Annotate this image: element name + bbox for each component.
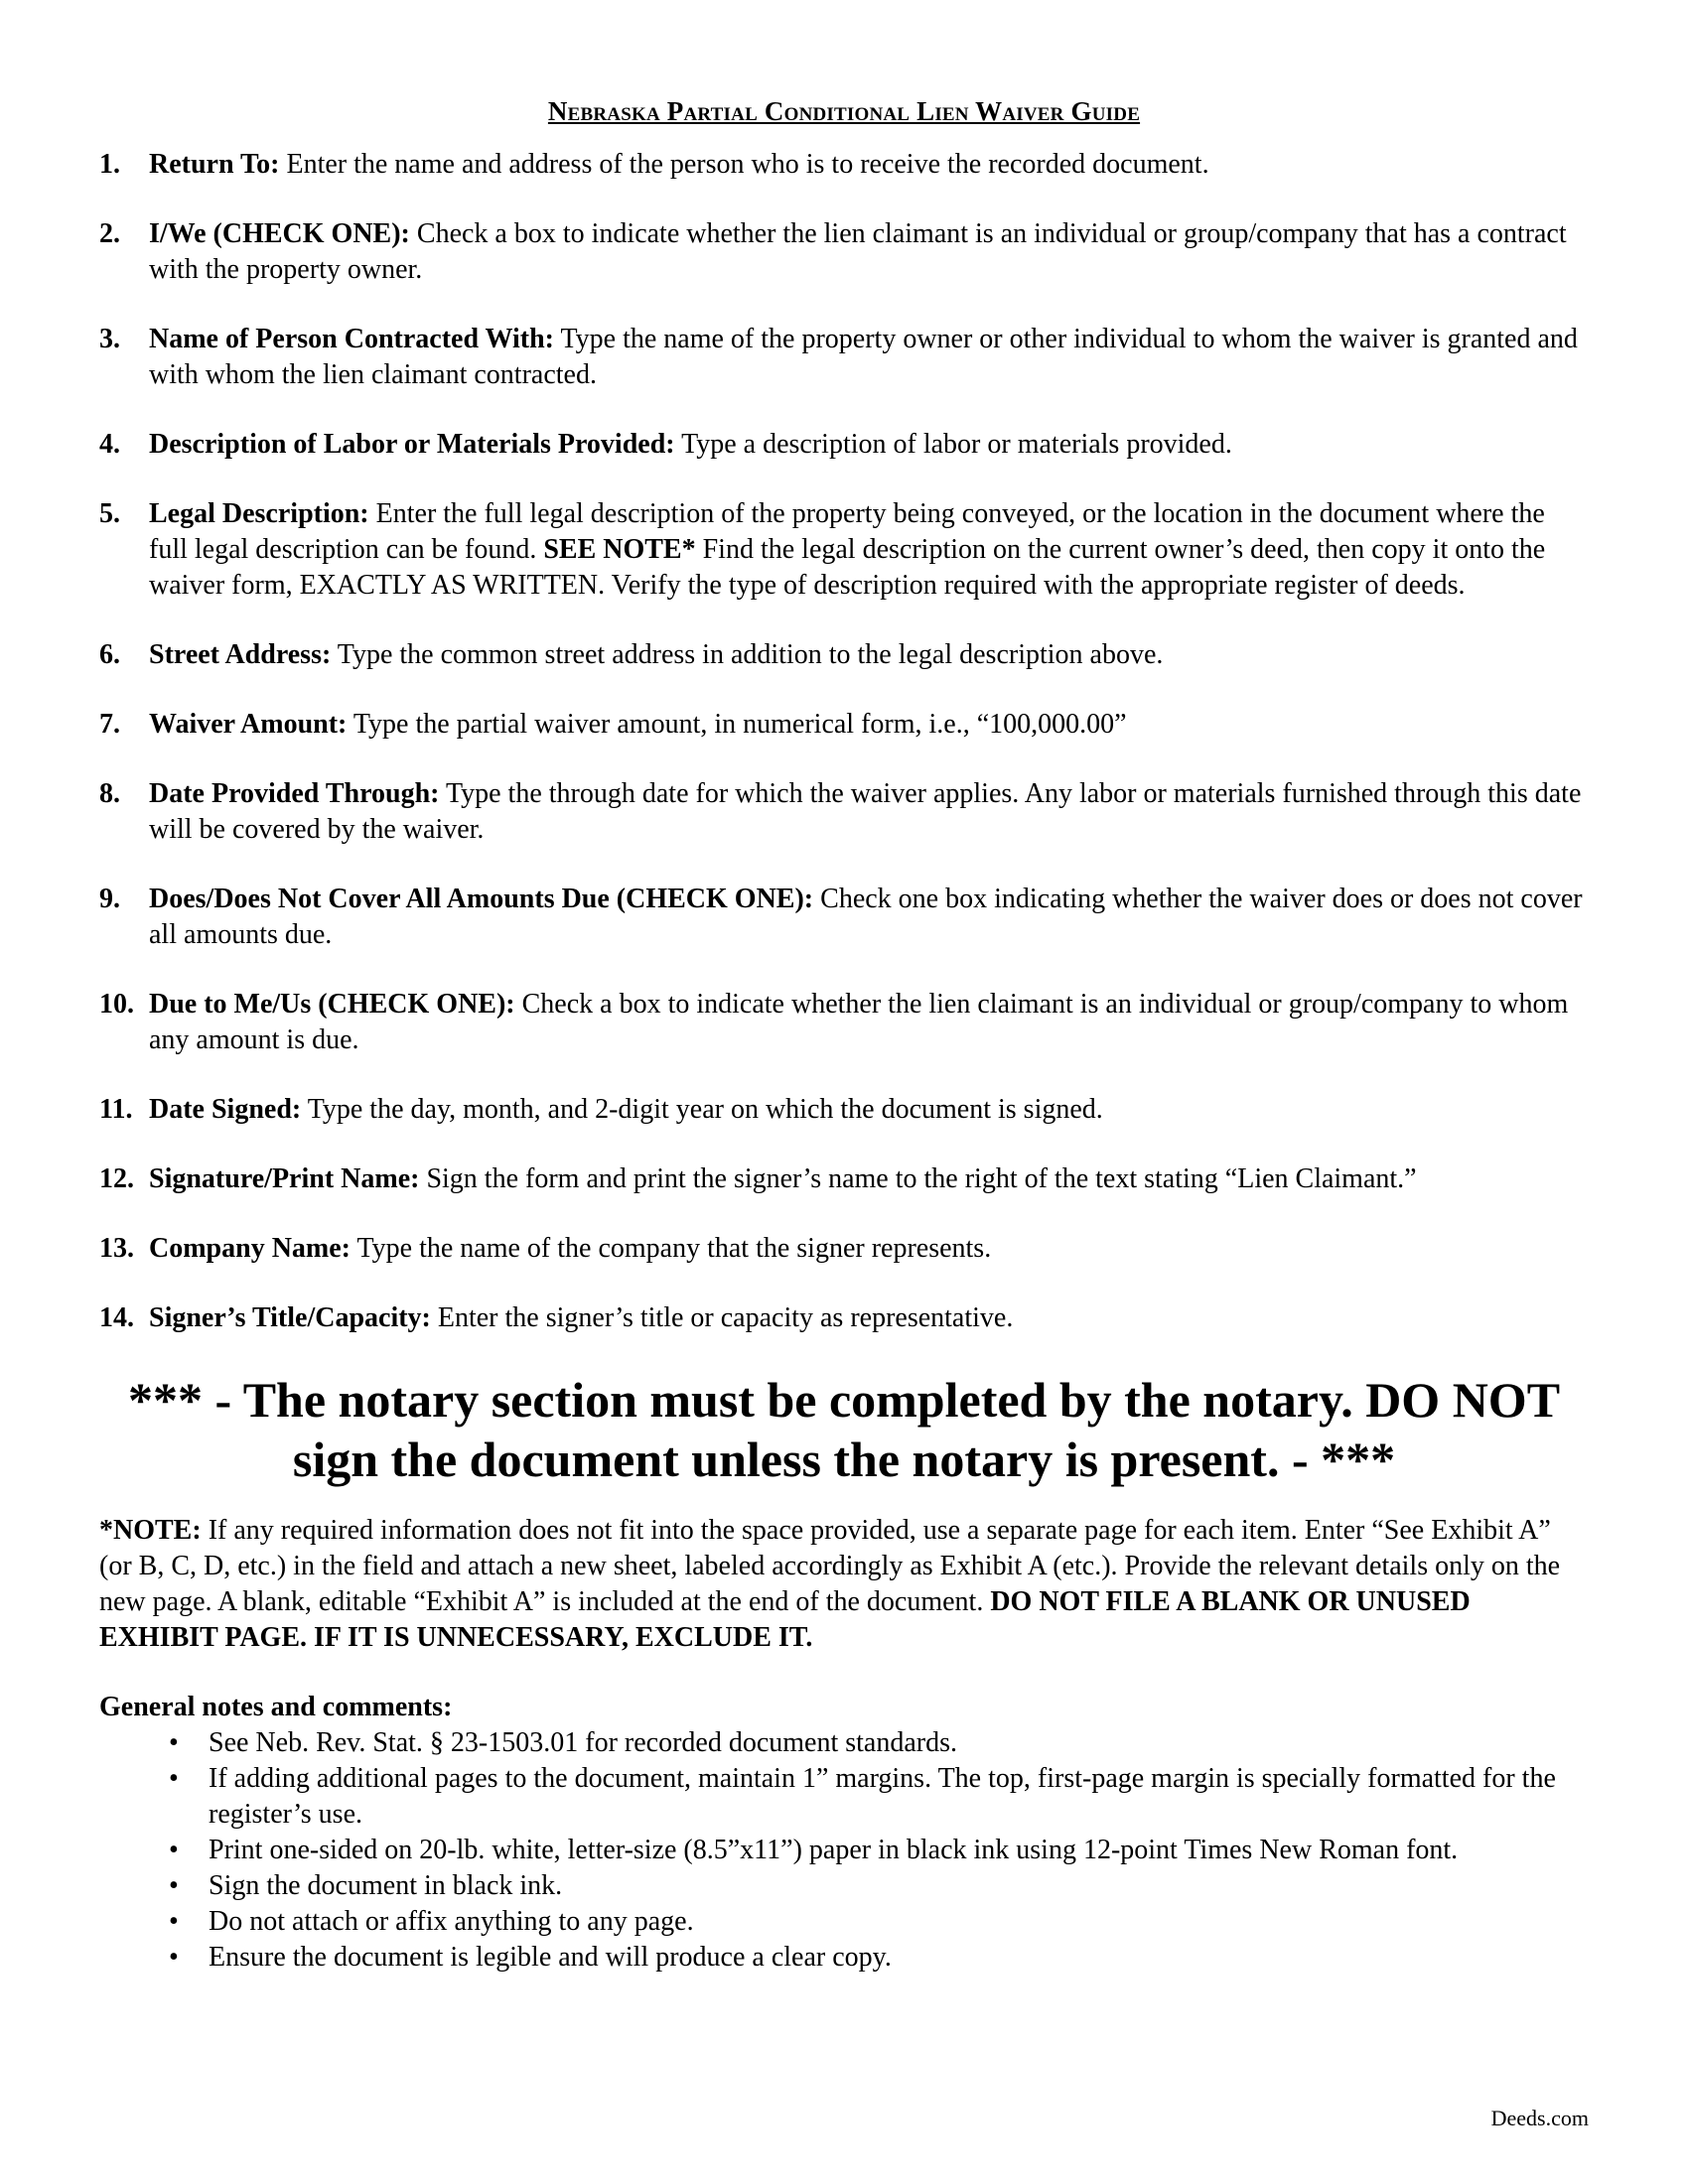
list-item: [99, 637, 1589, 673]
item-number: 4.: [99, 429, 120, 460]
general-notes-heading: General notes and comments:: [99, 1692, 453, 1722]
list-item: • Print one-sided on 20-lb. white, letter-size (8.5”x11”) paper in black ink using 12-point Times New Roman font.: [169, 1833, 1589, 1868]
item-label: Waiver Amount:: [149, 709, 348, 740]
item-label: Does/Does Not Cover All Amounts Due (CHECK ONE):: [149, 884, 814, 914]
item-label: Legal Description:: [149, 498, 369, 529]
item-number: 11.: [99, 1094, 133, 1125]
item-number: 2.: [99, 218, 120, 249]
item-number: 3.: [99, 324, 120, 354]
item-label: Due to Me/Us (CHECK ONE):: [149, 989, 515, 1020]
item-label: Date Signed:: [149, 1094, 302, 1125]
list-item: • Do not attach or affix anything to any page.: [169, 1904, 1589, 1940]
item-number: 6.: [99, 639, 120, 670]
item-text: Check one box indicating whether the waiver does or does not cover all amounts due.: [149, 884, 1583, 950]
item-label: Street Address:: [149, 639, 332, 670]
item-text: Find the legal description on the current owner’s deed, then copy it onto the waiver form, EXACTLY AS WRITTEN. Verify the type of description required with the appropriate register of deeds.: [149, 534, 1546, 601]
list-item: • Ensure the document is legible and will produce a clear copy.: [169, 1940, 1589, 1976]
list-item: [99, 776, 1589, 848]
item-label: Description of Labor or Materials Provided:: [149, 429, 675, 460]
item-text: Sign the form and print the signer’s name to the right of the text stating “Lien Claimant.”: [419, 1163, 1417, 1194]
list-item: • See Neb. Rev. Stat. § 23-1503.01 for recorded document standards.: [169, 1725, 1589, 1761]
item-number: 5.: [99, 498, 120, 529]
list-item: [99, 427, 1589, 463]
list-item: [99, 707, 1589, 743]
list-item: [99, 1092, 1589, 1128]
notary-warning-line: sign the document unless the notary is present. - ***: [292, 1432, 1396, 1487]
list-item: [99, 147, 1589, 183]
notary-warning: [99, 1370, 1589, 1489]
page-title: Nebraska Partial Conditional Lien Waiver Guide: [547, 96, 1141, 126]
instruction-list: [99, 147, 1589, 1336]
item-text: Enter the full legal description of the property being conveyed, or the location in the document where the full legal description can be found.: [149, 498, 1545, 565]
item-label: Company Name:: [149, 1233, 351, 1264]
item-text: Enter the signer’s title or capacity as representative.: [430, 1302, 1014, 1333]
list-item: [99, 322, 1589, 393]
notary-warning-line: *** - The notary section must be completed by the notary. DO NOT: [127, 1372, 1561, 1428]
list-item: [99, 496, 1589, 604]
item-number: 14.: [99, 1302, 134, 1333]
item-text: Check a box to indicate whether the lien claimant is an individual or group/company to whom any amount is due.: [149, 989, 1569, 1055]
note-label: *NOTE:: [99, 1515, 202, 1546]
item-text: Type the partial waiver amount, in numerical form, i.e., “100,000.00”: [347, 709, 1127, 740]
footer-source: Deeds.com: [1490, 2106, 1589, 2130]
item-text: Type the name of the property owner or other individual to whom the waiver is granted and with whom the lien claimant contracted.: [149, 324, 1578, 390]
item-text: Type the through date for which the waiver applies. Any labor or materials furnished through this date will be covered by the waiver.: [149, 778, 1582, 845]
item-label: Signer’s Title/Capacity:: [149, 1302, 431, 1333]
list-item: [99, 987, 1589, 1058]
item-number: 13.: [99, 1233, 134, 1264]
list-item: [99, 1161, 1589, 1197]
item-label: I/We (CHECK ONE):: [149, 218, 410, 249]
item-number: 9.: [99, 884, 120, 914]
item-label: Date Provided Through:: [149, 778, 440, 809]
item-text: Check a box to indicate whether the lien claimant is an individual or group/company that has a contract with the property owner.: [149, 218, 1567, 285]
note-text: If any required information does not fit into the space provided, use a separate page for each item. Enter “See Exhibit A” (or B, C, D, etc.) in the field and attach a new sheet, labeled accordingly as Exhibit A (etc.). Provide the relevant details only on the new page. A blank, editable “Exhibit A” is included at the end of the document.: [99, 1515, 1561, 1617]
item-number: 8.: [99, 778, 120, 809]
exhibit-note: [99, 1513, 1589, 1656]
general-notes-list: [99, 1725, 1589, 1976]
item-label: Return To:: [149, 149, 280, 180]
item-number: 12.: [99, 1163, 134, 1194]
item-label: Signature/Print Name:: [149, 1163, 420, 1194]
item-text: Type the day, month, and 2-digit year on which the document is signed.: [301, 1094, 1103, 1125]
item-text: Enter the name and address of the person who is to receive the recorded document.: [279, 149, 1209, 180]
item-text: Type a description of labor or materials provided.: [674, 429, 1232, 460]
item-label: Name of Person Contracted With:: [149, 324, 555, 354]
note-warning: DO NOT FILE A BLANK OR UNUSED EXHIBIT PAGE. IF IT IS UNNECESSARY, EXCLUDE IT.: [99, 1586, 1471, 1653]
list-item: [99, 216, 1589, 288]
see-note-reference: SEE NOTE*: [543, 534, 696, 565]
item-number: 1.: [99, 149, 120, 180]
list-item: • Sign the document in black ink.: [169, 1868, 1589, 1904]
list-item: [99, 1300, 1589, 1336]
list-item: [99, 1231, 1589, 1267]
list-item: • If adding additional pages to the document, maintain 1” margins. The top, first-page margin is specially formatted for the register’s use.: [169, 1761, 1589, 1833]
list-item: [99, 882, 1589, 953]
item-number: 7.: [99, 709, 120, 740]
item-number: 10.: [99, 989, 134, 1020]
item-text: Type the common street address in addition to the legal description above.: [331, 639, 1164, 670]
item-text: Type the name of the company that the signer represents.: [351, 1233, 992, 1264]
